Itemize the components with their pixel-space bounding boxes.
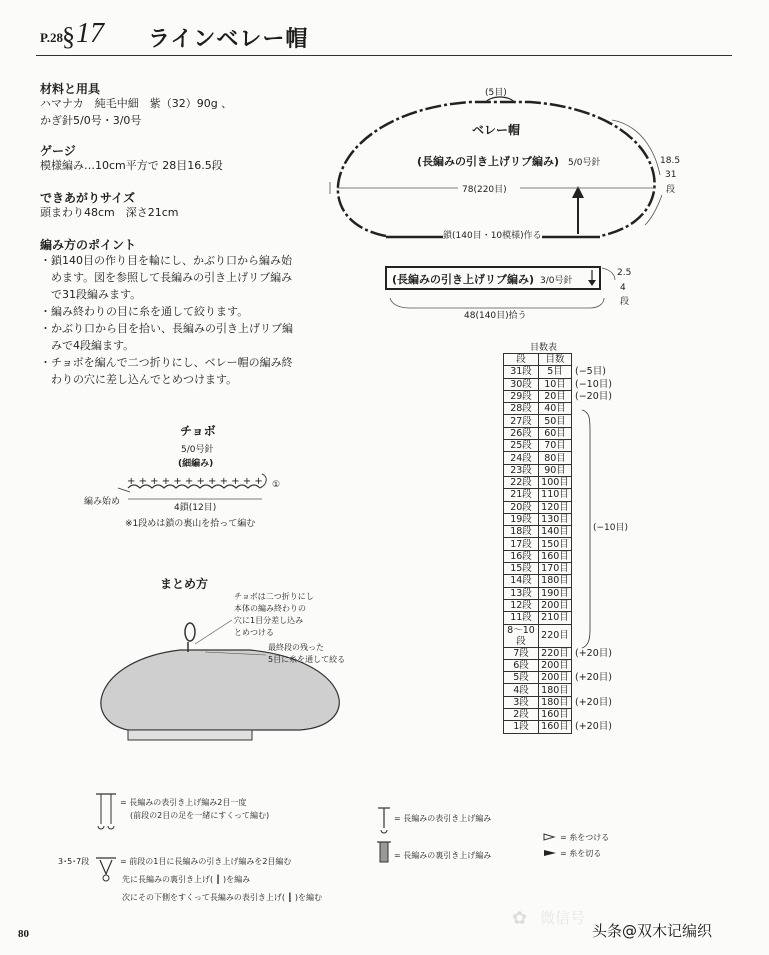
count-cell: 40目 — [539, 403, 572, 415]
size-heading: できあがりサイズ — [40, 191, 136, 205]
finishing-note-2: 最終段の残った — [268, 643, 324, 652]
legend-row-label: 3･5･7段 — [58, 857, 90, 866]
table-row — [504, 684, 618, 696]
table-row — [504, 489, 618, 501]
watermark-icon: ✿ — [512, 908, 528, 929]
count-cell: 180目 — [539, 696, 572, 708]
materials-line: かぎ針5/0号・3/0号 — [40, 114, 142, 127]
note-cell — [572, 501, 618, 513]
count-table — [503, 353, 618, 734]
count-cell: 60目 — [539, 427, 572, 439]
row-cell: 25段 — [504, 440, 539, 452]
legend-back-post: = 長編みの裏引き上げ編み — [394, 851, 492, 860]
table-row — [504, 366, 618, 378]
legend-dec: = 長編みの表引き上げ編み2目一度 — [120, 798, 247, 807]
page-ref: P.28 — [40, 30, 63, 45]
row-cell: 5段 — [504, 672, 539, 684]
note-cell: (+20目) — [575, 696, 612, 708]
count-cell: 180目 — [539, 575, 572, 587]
points-line: ・かぶり口から目を拾い、長編みの引き上げリブ編 — [40, 322, 293, 335]
finishing-note-1: チョボは二つ折りにし — [234, 592, 314, 601]
row-cell: 12段 — [504, 599, 539, 611]
table-row — [504, 464, 618, 476]
table-row — [504, 612, 618, 624]
legend-join: = 糸をつける — [560, 833, 610, 842]
table-row — [504, 575, 618, 587]
watermark-2: 头条@双木记编织 — [592, 922, 713, 940]
materials-heading: 材料と用具 — [40, 82, 101, 96]
table-row — [504, 563, 618, 575]
watermark-1: 微信号 — [540, 909, 586, 927]
points-line: みで4段編ます。 — [40, 339, 135, 352]
beret-width-label: 78(220目) — [462, 185, 507, 195]
count-cell: 100目 — [539, 476, 572, 488]
table-row — [504, 538, 618, 550]
points-line: めます。図を参照して長編みの引き上げリブ編み — [40, 271, 293, 284]
beret-hook: 5/0号針 — [568, 158, 601, 168]
count-cell: 10目 — [539, 378, 572, 390]
gauge-heading: ゲージ — [40, 144, 76, 158]
row-cell: 14段 — [504, 575, 539, 587]
row-cell: 31段 — [504, 366, 539, 378]
table-row — [504, 587, 618, 599]
note-cell: (+20目) — [575, 647, 612, 659]
count-cell: 200目 — [539, 672, 572, 684]
pattern-number: 17 — [76, 18, 104, 49]
count-cell: 140目 — [539, 526, 572, 538]
legend-dec-note: (前段の2目の足を一緒にすくって編む) — [130, 811, 270, 820]
count-cell: 200目 — [539, 599, 572, 611]
beret-top-label: (5目) — [485, 88, 507, 98]
band-height-rows: 4 — [620, 283, 626, 293]
row-cell: 8〜10段 — [504, 624, 539, 647]
count-cell: 220目 — [539, 647, 572, 659]
count-cell: 80目 — [539, 452, 572, 464]
count-cell: 70目 — [539, 440, 572, 452]
chobo-stitch: (細編み) — [178, 459, 214, 469]
row-cell: 30段 — [504, 378, 539, 390]
count-cell: 90目 — [539, 464, 572, 476]
row-cell: 13段 — [504, 587, 539, 599]
count-cell: 120目 — [539, 501, 572, 513]
note-cell: (−10目) — [575, 378, 612, 390]
chobo-chain-label: 4鎖(12目) — [174, 503, 217, 513]
row-cell: 23段 — [504, 464, 539, 476]
page-number: 80 — [18, 928, 29, 940]
note-cell — [572, 464, 618, 476]
table-row — [504, 599, 618, 611]
count-cell: 200目 — [539, 659, 572, 671]
row-cell: 7段 — [504, 647, 539, 659]
row-cell: 4段 — [504, 684, 539, 696]
count-cell: 160目 — [539, 721, 572, 733]
count-cell: 5目 — [539, 366, 572, 378]
beret-pattern: (長編みの引き上げリブ編み) — [417, 155, 560, 168]
points-line: ・鎖140目の作り目を輪にし、かぶり口から編み始 — [40, 254, 292, 267]
table-row — [504, 672, 618, 684]
table-row — [504, 624, 618, 647]
count-cell: 170目 — [539, 563, 572, 575]
row-cell: 15段 — [504, 563, 539, 575]
finishing-heading: まとめ方 — [160, 577, 209, 591]
table-row — [504, 440, 618, 452]
chobo-heading: チョボ — [180, 424, 216, 438]
note-cell — [572, 489, 618, 501]
points-heading: 編み方のポイント — [40, 238, 137, 252]
beret-name: ベレー帽 — [472, 123, 521, 137]
row-cell: 28段 — [504, 403, 539, 415]
band-hook: 3/0号針 — [540, 276, 573, 286]
table-row — [504, 476, 618, 488]
note-cell — [572, 452, 618, 464]
points-line: わりの穴に差し込んでとめつけます。 — [40, 373, 238, 386]
legend-cut: = 糸を切る — [560, 849, 602, 858]
note-cell — [572, 476, 618, 488]
finishing-note-1: とめつける — [234, 628, 274, 637]
note-cell — [572, 575, 618, 587]
chobo-circle-label: ① — [272, 480, 281, 490]
band-pattern: (長編みの引き上げリブ編み) — [392, 273, 535, 286]
note-cell — [572, 624, 618, 647]
count-cell: 50目 — [539, 415, 572, 427]
row-cell: 20段 — [504, 501, 539, 513]
table-row — [504, 452, 618, 464]
row-cell: 16段 — [504, 550, 539, 562]
beret-height-rows: 31 — [665, 170, 677, 180]
points-line: ・チョボを編んで二つ折りにし、ベレー帽の編み終 — [40, 356, 293, 369]
row-cell: 21段 — [504, 489, 539, 501]
note-cell — [572, 550, 618, 562]
count-cell: 20目 — [539, 390, 572, 402]
count-cell: 220目 — [539, 624, 572, 647]
row-cell: 17段 — [504, 538, 539, 550]
count-cell: 180目 — [539, 684, 572, 696]
legend-inc-step1: 先に長編みの裏引き上げ( ┃ )を編み — [122, 875, 251, 884]
band-bottom-label: 48(140目)拾う — [464, 311, 527, 321]
note-cell — [572, 612, 618, 624]
note-cell — [572, 709, 618, 721]
note-cell — [572, 440, 618, 452]
count-cell: 210目 — [539, 612, 572, 624]
chobo-hook: 5/0号針 — [181, 445, 214, 455]
note-cell — [572, 587, 618, 599]
count-cell: 150目 — [539, 538, 572, 550]
chobo-note: ※1段めは鎖の裏山を拾って編む — [125, 519, 256, 529]
note-cell — [572, 415, 618, 427]
gauge-line: 模様編み…10cm平方で 28目16.5段 — [40, 159, 223, 172]
row-cell: 11段 — [504, 612, 539, 624]
note-cell — [572, 403, 618, 415]
finishing-note-2: 5目に糸を通して絞る — [268, 655, 346, 664]
beret-height-unit: 段 — [666, 185, 676, 195]
legend-inc: = 前段の1目に長編みの引き上げ編みを2目編む — [120, 857, 292, 866]
table-row — [504, 647, 618, 659]
count-cell: 110目 — [539, 489, 572, 501]
beret-height-cm: 18.5 — [660, 156, 681, 166]
table-row — [504, 403, 618, 415]
row-cell: 27段 — [504, 415, 539, 427]
materials-line: ハマナカ 純毛中細 紫（32）90g 、 — [40, 97, 233, 110]
row-cell: 18段 — [504, 526, 539, 538]
page-title: ラインベレー帽 — [148, 27, 309, 52]
table-row — [504, 427, 618, 439]
row-cell: 24段 — [504, 452, 539, 464]
row-cell: 26段 — [504, 427, 539, 439]
points-line: で31段編みます。 — [40, 288, 142, 301]
table-row — [504, 709, 618, 721]
chobo-start-label: 編み始め — [84, 497, 121, 507]
col-row-header: 段 — [504, 354, 539, 366]
count-table-title: 目数表 — [530, 343, 558, 353]
count-cell: 160目 — [539, 709, 572, 721]
bracket-note: (−10目) — [593, 523, 629, 533]
table-row — [504, 378, 618, 390]
table-row — [504, 501, 618, 513]
count-cell: 130目 — [539, 513, 572, 525]
note-cell — [572, 659, 618, 671]
note-cell: (−5目) — [575, 366, 606, 378]
table-row — [504, 721, 618, 733]
col-count-header: 目数 — [539, 354, 572, 366]
count-cell: 190目 — [539, 587, 572, 599]
note-cell — [572, 599, 618, 611]
row-cell: 19段 — [504, 513, 539, 525]
finishing-note-1: 本体の編み終わりの — [234, 604, 306, 613]
legend-front-post: = 長編みの表引き上げ編み — [394, 814, 492, 823]
table-row — [504, 550, 618, 562]
note-cell: (−20目) — [575, 391, 612, 403]
band-height-cm: 2.5 — [617, 268, 632, 278]
size-line: 頭まわり48cm 深さ21cm — [40, 206, 179, 219]
band-height-unit: 段 — [620, 297, 630, 307]
row-cell: 6段 — [504, 659, 539, 671]
row-cell: 22段 — [504, 476, 539, 488]
row-cell: 2段 — [504, 709, 539, 721]
table-row — [504, 696, 618, 708]
table-row — [504, 390, 618, 402]
chobo-stitch-row: ++++++++++++ — [127, 476, 266, 487]
section-mark-icon: § — [62, 22, 75, 51]
note-cell: (+20目) — [575, 721, 612, 733]
note-cell: (+20目) — [575, 672, 612, 684]
row-cell: 1段 — [504, 721, 539, 733]
note-cell — [572, 563, 618, 575]
finishing-note-1: 穴に1目分差し込み — [234, 616, 304, 625]
table-row — [504, 415, 618, 427]
points-line: ・編み終わりの目に糸を通して絞ります。 — [40, 305, 249, 318]
note-cell — [572, 427, 618, 439]
row-cell: 29段 — [504, 390, 539, 402]
chain-label: 鎖(140目・10模様)作る — [443, 228, 542, 241]
count-cell: 160目 — [539, 550, 572, 562]
legend-inc-step2: 次にその下側をすくって長編みの表引き上げ( ┃ )を編む — [122, 893, 322, 902]
table-row — [504, 659, 618, 671]
note-cell — [572, 538, 618, 550]
row-cell: 3段 — [504, 696, 539, 708]
note-cell — [572, 684, 618, 696]
